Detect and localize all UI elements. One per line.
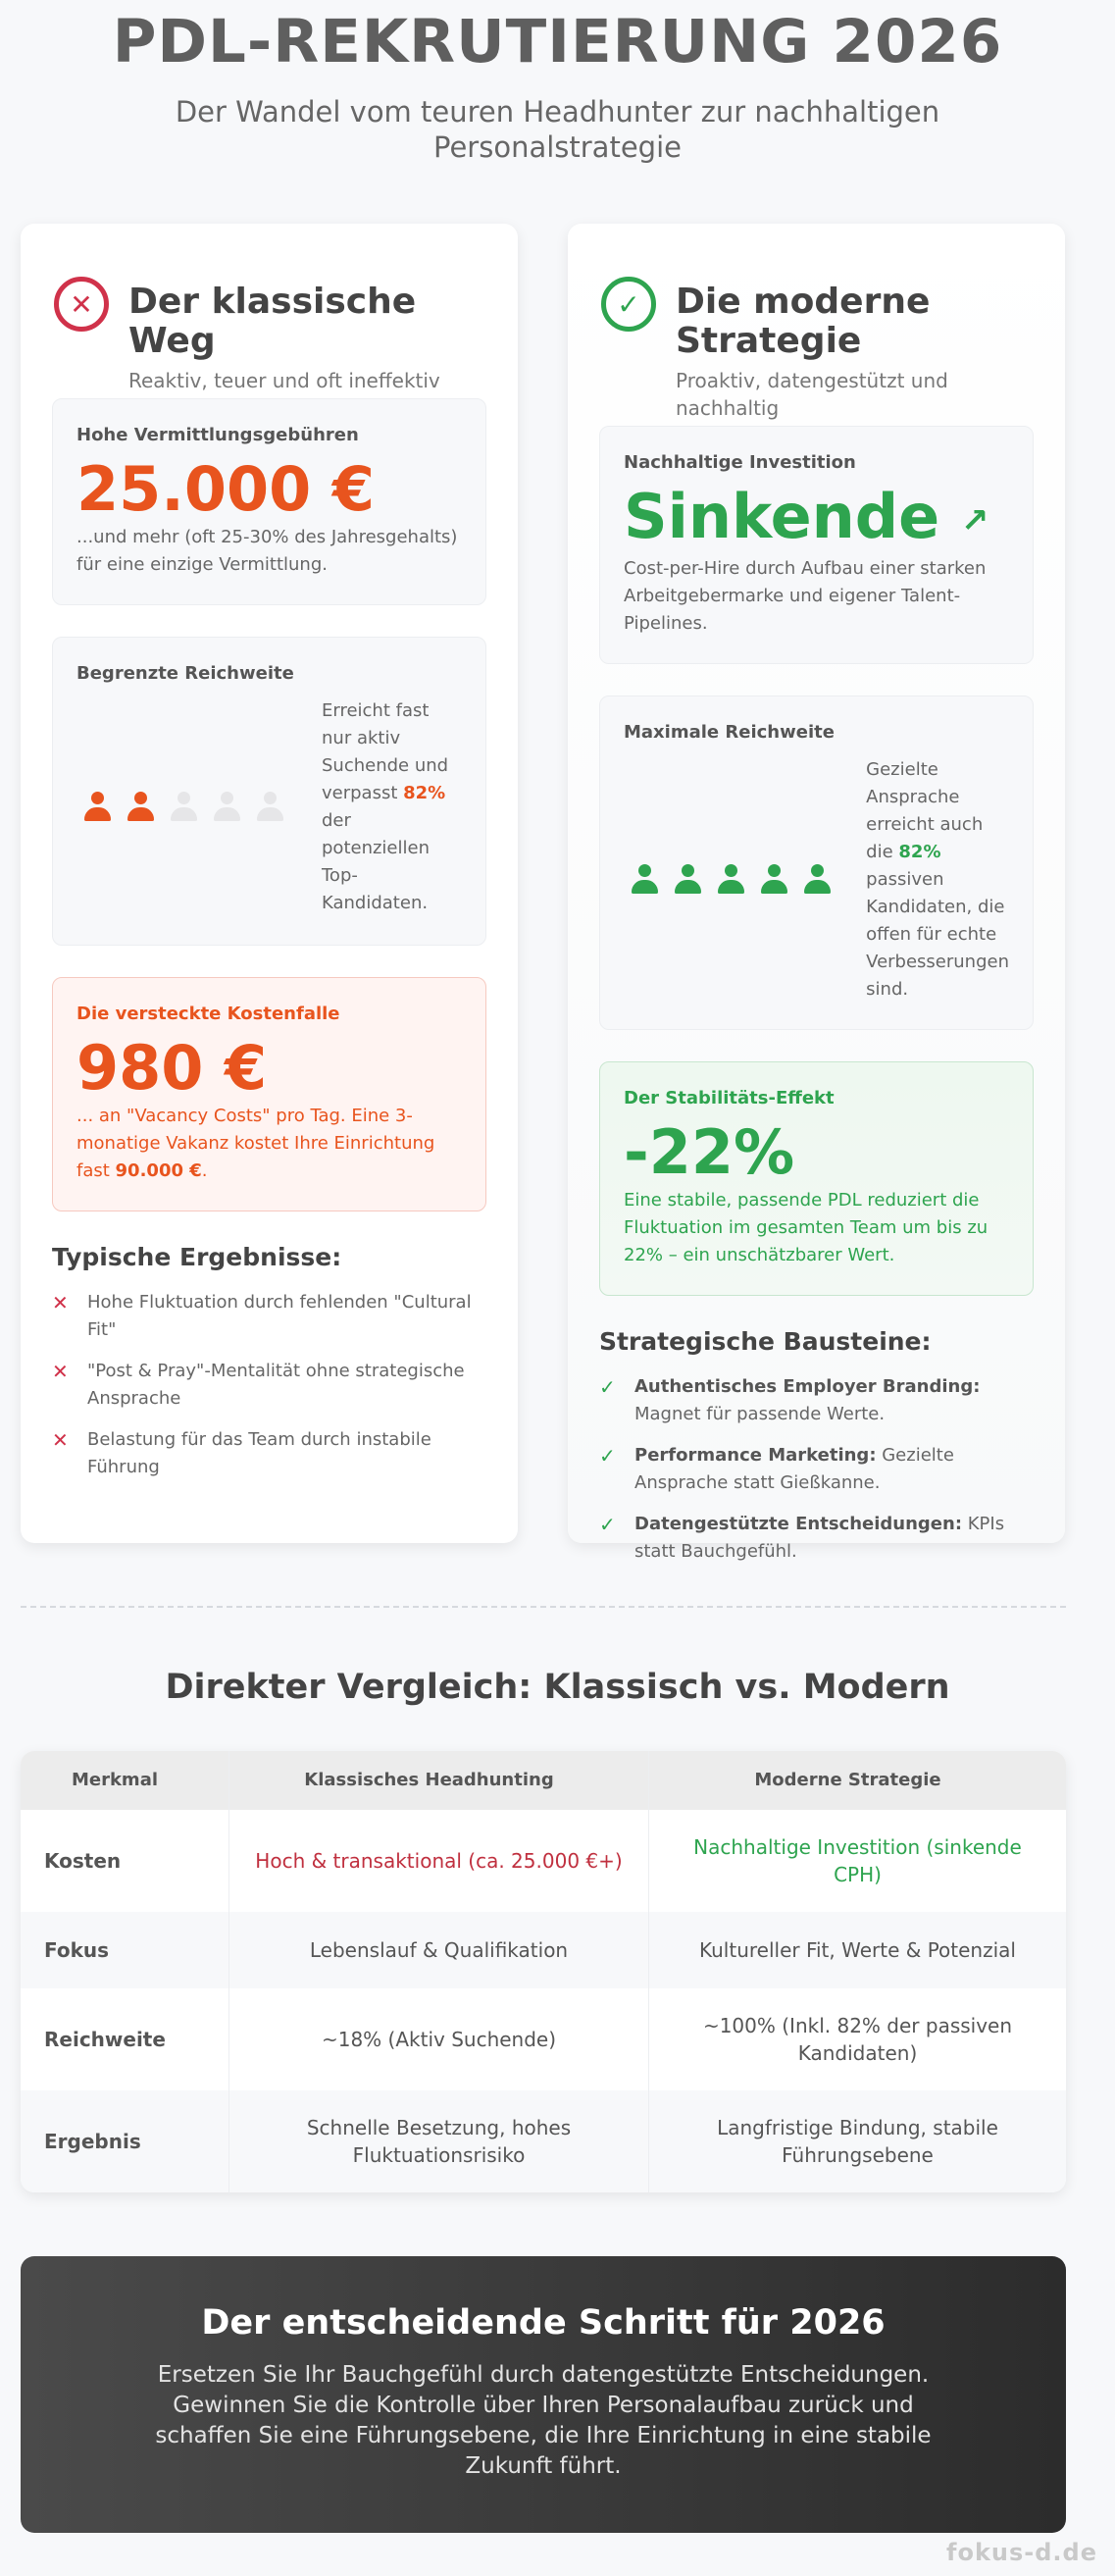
stability-text: Eine stabile, passende PDL reduziert die Fluktuation im gesamten Team um bis zu 22% – ein unschätzbarer Wert. [624,1189,988,1265]
cta-text: Ersetzen Sie Ihr Bauchgefühl durch datengestützte Entscheidungen. Gewinnen Sie die Kontrolle über Ihren Personalaufbau zurück und schaffen Sie eine Führungsebene, die Ihre Einrichtung in eine stabile Zukunft führt. [155,2362,932,2479]
classic-card [21,224,518,1543]
fee-box [52,398,486,605]
table-cell: Hoch & transaktional (ca. 25.000 €+) [229,1810,649,1912]
table-cell: Reichweite [21,1988,229,2090]
modern-reach-text: Gezielte Ansprache erreicht auch die 82% passiven Kandidaten, die offen für echte Verbesserungen sind. [866,758,1010,1000]
table-row [21,1988,1066,2090]
person-icon [802,864,832,896]
classic-reach-text: Erreicht fast nur aktiv Suchende und verpasst 82% der potenziellen Top-Kandidaten. [322,700,449,913]
x-icon: ✕ [52,1428,69,1452]
modern-card-header [599,253,1034,426]
table-cell: Lebenslauf & Qualifikation [229,1912,649,1988]
comparison-title: Direkter Vergleich: Klassisch vs. Modern [165,1668,950,1707]
block-item: ✓ Performance Marketing: Gezielte Ansprache statt Gießkanne. [599,1442,1034,1497]
person-icon [126,792,155,823]
stability-value: -22% [624,1115,795,1188]
table-header-cell: Merkmal [21,1751,229,1810]
page-subtitle: Der Wandel vom teuren Headhunter zur nachhaltigen Personalstrategie [175,95,940,164]
fee-label: Hohe Vermittlungsgebühren [76,425,359,445]
check-circle-icon: ✓ [601,277,656,332]
person-icon [673,864,702,896]
person-icon [82,792,112,823]
comparison-table [21,1751,1066,2192]
invest-text: Cost-per-Hire durch Aufbau einer starken Arbeitgebermarke und eigener Talent-Pipelines. [624,557,987,634]
classic-title: Der klassische Weg [128,282,417,361]
modern-title: Die moderne Strategie [676,282,931,361]
cost-trap-value: 980 € [76,1032,268,1104]
table-cell: Kultureller Fit, Werte & Potenzial [699,1938,1016,1962]
x-icon: ✕ [52,1291,69,1314]
table-header-cell: Moderne Strategie [754,1770,941,1790]
results-title: Typische Ergebnisse: [52,1243,342,1271]
table-cell: Ergebnis [21,2090,229,2192]
check-icon: ✓ [599,1374,616,1399]
check-icon: ✓ [599,1443,616,1468]
result-item: ✕ Belastung für das Team durch instabile Führung [52,1426,486,1481]
classic-subtitle: Reaktiv, teuer und oft ineffektiv [128,369,440,392]
table-cell: Schnelle Besetzung, hohes Fluktuationsrisiko [229,2090,649,2192]
classic-reach-row [76,697,462,917]
cta-title: Der entscheidende Schritt für 2026 [201,2303,886,2343]
fee-value: 25.000 € [76,453,375,525]
modern-people [630,864,852,896]
block-item: ✓ Datengestützte Entscheidungen: KPIs statt Bauchgefühl. [599,1511,1034,1566]
modern-subtitle: Proaktiv, datengestützt und nachhaltig [676,369,948,420]
person-icon [759,864,788,896]
invest-value: Sinkende ↗ [624,481,989,552]
result-item: ✕ "Post & Pray"-Mentalität ohne strategische Ansprache [52,1358,486,1413]
cost-trap-label: Die versteckte Kostenfalle [76,1004,340,1024]
classic-card-header [52,253,486,398]
modern-reach-label: Maximale Reichweite [624,721,835,743]
table-cell: ~18% (Aktiv Suchende) [229,1988,649,2090]
table-cell: Langfristige Bindung, stabile Führungsebene [717,2116,998,2167]
table-cell: Kosten [21,1810,229,1912]
x-icon: ✕ [52,1360,69,1383]
block-item: ✓ Authentisches Employer Branding: Magnet für passende Werte. [599,1373,1034,1428]
section-divider [21,1606,1066,1608]
table-header-row [21,1751,1066,1810]
blocks-title: Strategische Bausteine: [599,1326,932,1356]
fee-text: ...und mehr (oft 25-30% des Jahresgehalts) für eine einzige Vermittlung. [76,527,458,575]
trending-up-icon: ↗ [960,500,989,541]
page-header [0,0,1115,165]
table-cell: Fokus [21,1912,229,1988]
classic-people [82,792,308,823]
check-icon: ✓ [599,1512,616,1536]
cost-trap-box [52,977,486,1211]
table-row [21,1912,1066,1988]
table-header-cell: Klassisches Headhunting [229,1751,649,1810]
person-icon [169,792,198,823]
cta-banner [21,2256,1066,2533]
invest-box [599,426,1034,664]
table-row [21,2090,1066,2192]
invest-label: Nachhaltige Investition [624,452,856,473]
table-cell: Nachhaltige Investition (sinkende CPH) [693,1835,1022,1886]
classic-reach-label: Begrenzte Reichweite [76,663,294,684]
person-icon [630,864,659,896]
result-item: ✕ Hohe Fluktuation durch fehlenden "Cultural Fit" [52,1289,486,1344]
person-icon [255,792,284,823]
stability-box [599,1061,1034,1296]
x-circle-icon: ✕ [54,277,109,332]
comparison-columns [21,224,1066,1562]
cost-trap-text: ... an "Vacancy Costs" pro Tag. Eine 3-monatige Vakanz kostet Ihre Einrichtung fast 90.000 €. [76,1106,435,1181]
table-cell: ~100% (Inkl. 82% der passiven Kandidaten) [702,2014,1013,2065]
person-icon [716,864,745,896]
stability-label: Der Stabilitäts-Effekt [624,1087,835,1108]
classic-reach-box [52,637,486,946]
footer-brand: fokus-d.de [946,2539,1097,2566]
person-icon [212,792,241,823]
modern-reach-box [599,696,1034,1030]
page-title: PDL-REKRUTIERUNG 2026 [112,7,1003,77]
modern-reach-row [624,756,1009,1004]
table-row [21,1810,1066,1912]
modern-card [568,224,1065,1562]
